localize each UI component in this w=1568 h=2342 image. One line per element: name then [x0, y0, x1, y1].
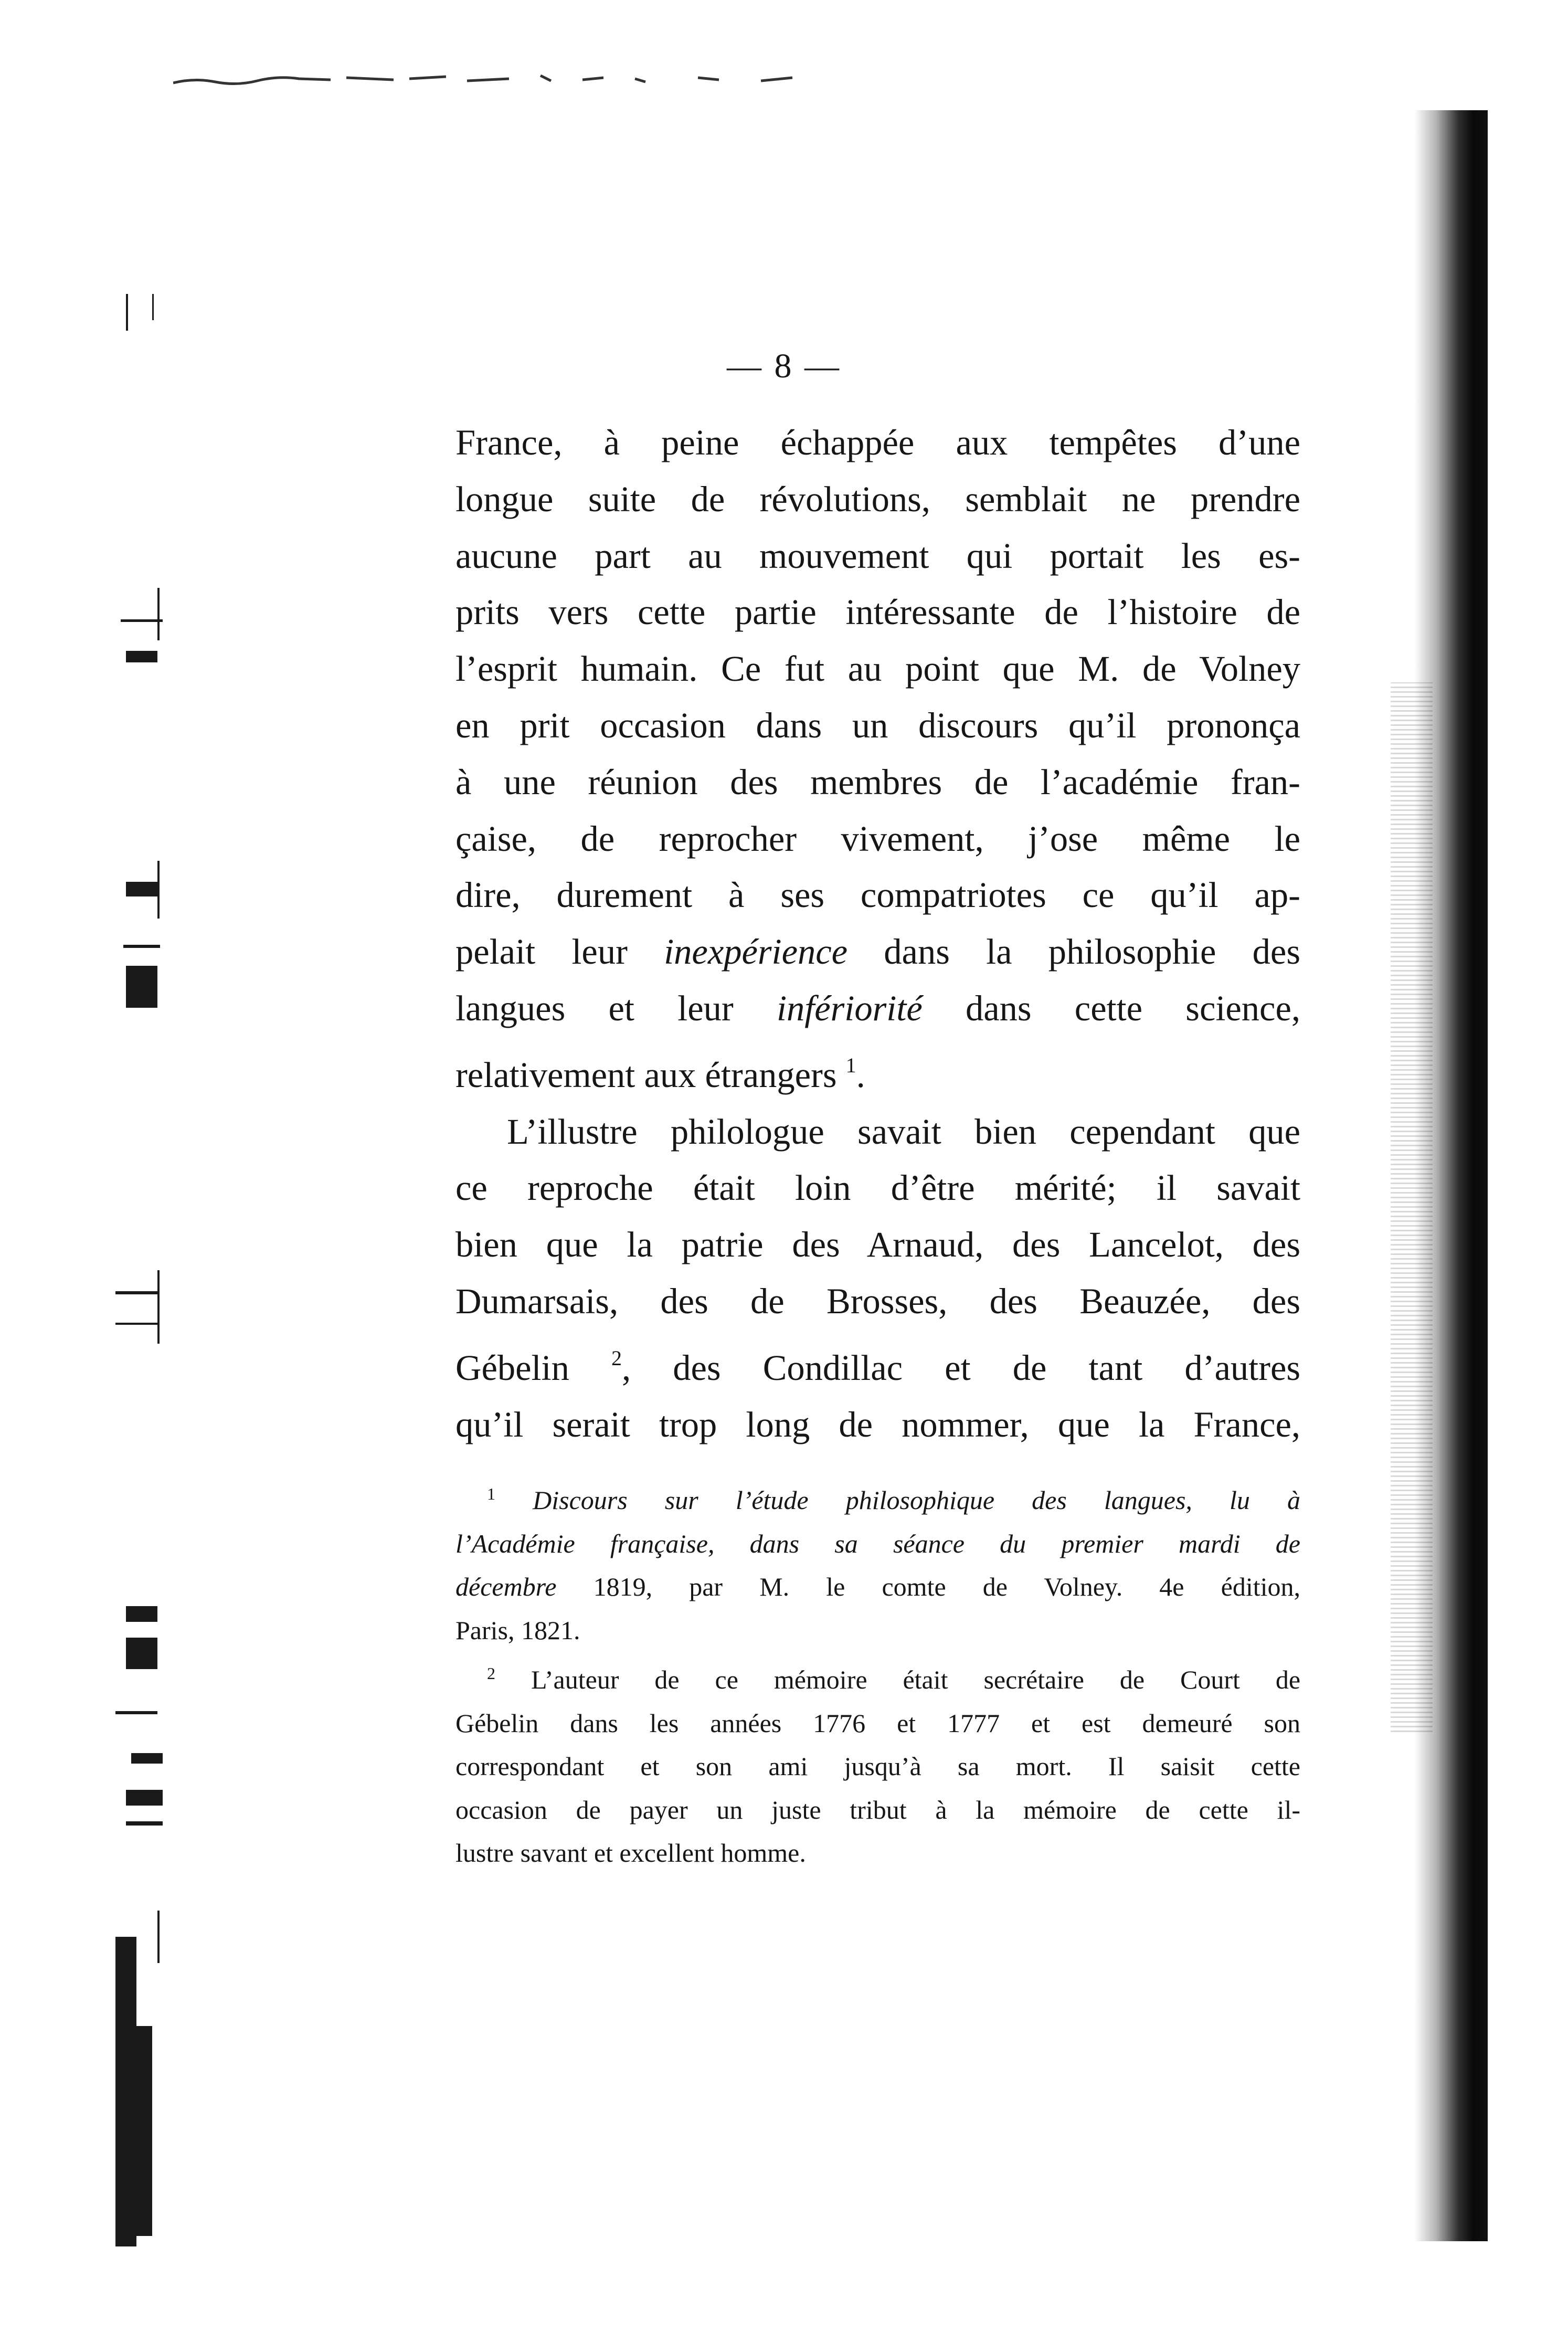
footnote-1-line [455, 1565, 1300, 1609]
footnote-title: l’Académie française, dans sa séance du premier mardi de [455, 1528, 1300, 1558]
footnote-mark: 1 [487, 1484, 495, 1503]
footnote-1-line: Paris, 1821. [455, 1615, 580, 1645]
text-segment: 1819, par M. le comte de Volney. 4e édition, [556, 1572, 1300, 1601]
text-line: aucune part au mouvement qui portait les es- [455, 535, 1300, 576]
text-line: bien que la patrie des Arnaud, des Lancelot, des [455, 1225, 1300, 1265]
text-line: qu’il serait trop long de nommer, que la France, [455, 1404, 1300, 1444]
text-line: prits vers cette partie intéressante de l’histoire de [455, 592, 1300, 632]
text-segment: Gébelin [455, 1347, 569, 1388]
footnote-ref: 1 [845, 1053, 856, 1077]
scan-noise-top [173, 68, 1433, 89]
text-segment: relativement aux étrangers [455, 1054, 837, 1095]
italic-term: infériorité [776, 988, 923, 1028]
footnote-2-line: Gébelin dans les années 1776 et 1777 et est demeuré son [455, 1708, 1300, 1738]
italic-term: inexpérience [664, 932, 848, 972]
text-line: dire, durement à ses compatriotes ce qu’il ap- [455, 875, 1300, 915]
text-segment: , des Condillac et de tant d’autres [621, 1347, 1301, 1388]
text-line [455, 1037, 1300, 1104]
text-line [455, 980, 1300, 1037]
scan-speckle [1391, 682, 1433, 1732]
text-line: à une réunion des membres de l’académie fran- [455, 762, 1300, 802]
text-segment: . [856, 1054, 865, 1095]
footnote-2-line [455, 1652, 1300, 1702]
footnote-ref: 2 [611, 1346, 622, 1370]
footnote-2-line: correspondant et son ami jusqu’à sa mort. Il saisit cette [455, 1752, 1300, 1781]
footnote-1-line [455, 1472, 1300, 1522]
text-segment: dans cette science, [922, 988, 1300, 1028]
text-line: ce reproche était loin d’être mérité; il savait [455, 1168, 1300, 1208]
footnote-mark: 2 [487, 1664, 495, 1683]
body-text [455, 415, 1300, 1453]
footnote-2-line: lustre savant et excellent homme. [455, 1838, 806, 1868]
text-segment: dans la philosophie des [847, 932, 1300, 972]
text-segment: langues et leur [455, 988, 777, 1028]
footnote-2-line: occasion de payer un juste tribut à la mémoire de cette il- [455, 1795, 1300, 1824]
text-segment: pelait leur [455, 932, 664, 972]
scan-registration-marks [84, 294, 189, 2246]
footnote-1-line [455, 1522, 1300, 1566]
text-line: Dumarsais, des de Brosses, des Beauzée, des [455, 1281, 1300, 1321]
text-line: France, à peine échappée aux tempêtes d’une [455, 423, 1300, 462]
text-line [455, 1330, 1300, 1397]
text-segment: L’auteur de ce mémoire était secrétaire de Court de [531, 1665, 1301, 1694]
page-number: — 8 — [727, 347, 841, 385]
text-line: l’esprit humain. Ce fut au point que M. de Volney [455, 649, 1300, 689]
text-line: L’illustre philologue savait bien cependant que [507, 1111, 1300, 1152]
text-line: en prit occasion dans un discours qu’il prononça [455, 705, 1300, 745]
footnotes [455, 1472, 1300, 1875]
footnote-title: Discours sur l’étude philosophique des langues, lu à [533, 1485, 1301, 1515]
footnote-title: décembre [455, 1572, 557, 1601]
text-line [455, 924, 1300, 980]
text-line: çaise, de reprocher vivement, j’ose même le [455, 818, 1300, 859]
text-line: longue suite de révolutions, semblait ne prendre [455, 479, 1300, 519]
